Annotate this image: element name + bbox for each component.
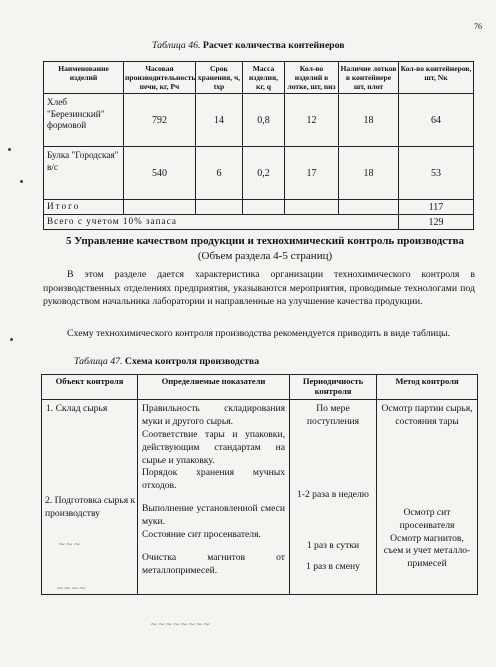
table-row	[44, 94, 474, 147]
table46-caption-label: Таблица 46.	[152, 40, 201, 51]
total-row	[44, 200, 474, 215]
period-text: 1 раз в смену	[306, 560, 360, 572]
table47-header: Метод контроля	[377, 375, 478, 400]
table46-header: Наименование изделий	[44, 62, 124, 94]
table47-caption-title: Схема контроля производства	[124, 356, 260, 367]
section-title: 5 Управление качеством продукции и технохимический контроль производства	[65, 235, 465, 247]
handwritten-mark: ~~~~	[56, 584, 87, 594]
product-name: Хлеб "Березинский" формовой	[44, 94, 124, 147]
table46-header: Кол-во контейнеров, шт, Nк	[399, 62, 474, 94]
indicator-text: Состояние сит просеивателя.	[142, 529, 261, 541]
period-text: По мере поступления	[306, 402, 360, 427]
cell: 53	[399, 147, 474, 200]
cell: 6	[196, 147, 243, 200]
reserve-row	[44, 215, 474, 230]
paragraph-scheme: Схему технохимического контроля производства рекомендуется приводить в виде таблицы.	[67, 328, 451, 339]
table46-header: Часовая производительность печи, кг, Pч	[124, 62, 196, 94]
object-warehouse: 1. Склад сырья	[46, 402, 108, 414]
total-label: Итого	[44, 200, 124, 215]
period-text: 1 раз в сутки	[306, 539, 360, 551]
cell: 18	[339, 94, 399, 147]
table47-header: Объект контроля	[42, 375, 138, 400]
table46-header: Срок хранения, ч, tхр	[196, 62, 243, 94]
page-number: 76	[474, 22, 482, 31]
scan-speck	[8, 148, 11, 151]
table-row	[44, 147, 474, 200]
cell: 17	[285, 147, 339, 200]
reserve-value: 129	[399, 215, 474, 230]
method-text: Осмотр магнитов, съем и учет металло-примесей	[383, 532, 471, 570]
section-heading	[55, 234, 475, 264]
table47-header: Периодичность контроля	[290, 375, 377, 400]
handwritten-mark: ~~~~~~~~	[150, 620, 211, 630]
indicator-text: Правильность складирования муки и другого сырья.	[142, 402, 285, 427]
control-method	[377, 399, 478, 594]
paragraph-intro: В этом разделе дается характеристика организации технохимического контроля в производственных отделениях предприятия, указываются мероприятия, проводимые технологами под руководством начальника лаборатории и направленные на улучшение качества продукции.	[43, 269, 475, 308]
cell: 0,2	[243, 147, 285, 200]
indicator-text: Порядок хранения мучных отходов.	[142, 467, 285, 492]
indicators	[138, 399, 290, 594]
table47-caption-label: Таблица 47.	[74, 356, 123, 367]
indicator-text: Очистка магнитов от металлопримесей.	[142, 552, 285, 577]
scan-speck	[20, 180, 23, 183]
period-text: 1-2 раза в неделю	[297, 488, 369, 500]
cell: 540	[124, 147, 196, 200]
table46-caption	[152, 40, 345, 51]
section-subtitle: (Объем раздела 4-5 страниц)	[197, 249, 333, 262]
cell: 64	[399, 94, 474, 147]
control-scheme-table	[41, 374, 478, 595]
cell: 792	[124, 94, 196, 147]
table46-caption-title: Расчет количества контейнеров	[202, 40, 345, 51]
containers-table	[43, 61, 474, 230]
total-value: 117	[399, 200, 474, 215]
method-text: Осмотр партии сырья, состояния тары	[381, 402, 473, 427]
cell: 14	[196, 94, 243, 147]
periodicity	[290, 399, 377, 594]
method-text: Осмотр сит просеивателя	[399, 506, 455, 531]
object-preparation: 2. Подготовка сырья к производству	[45, 495, 136, 519]
product-name: Булка "Городская" в/с	[44, 147, 124, 200]
table47-header-row	[42, 375, 478, 400]
cell: 18	[339, 147, 399, 200]
handwritten-mark: ~~~	[58, 540, 81, 550]
table46-header-row	[44, 62, 474, 94]
table47-header: Определяемые показатели	[138, 375, 290, 400]
cell: 0,8	[243, 94, 285, 147]
reserve-label: Всего с учетом 10% запаса	[44, 215, 399, 230]
indicator-text: Соответствие тары и упаковки, действующим стандартам на сырье и упаковку.	[142, 428, 285, 466]
table46-header: Кол-во изделий в лотке, шт, nиз	[285, 62, 339, 94]
cell: 12	[285, 94, 339, 147]
table46-header: Наличие лотков в контейнере шт, nлот	[339, 62, 399, 94]
scan-speck	[10, 338, 13, 341]
table47-caption	[74, 356, 259, 367]
table46-header: Масса изделия, кг, q	[243, 62, 285, 94]
indicator-text: Выполнение установленной смеси муки.	[142, 503, 285, 528]
